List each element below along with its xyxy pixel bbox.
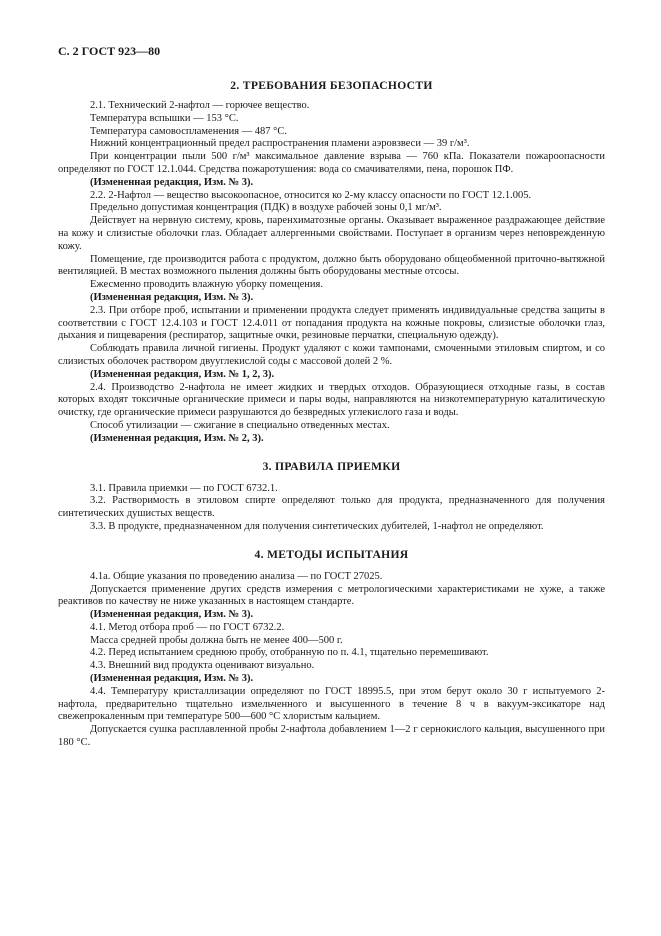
section-acceptance <box>58 460 605 534</box>
paragraph: Помещение, где производится работа с продуктом, должно быть оборудовано общеобменной приточно-вытяжной вентиляцией. В местах возможного пыления должны быть оборудованы местные отсосы. <box>58 253 605 278</box>
paragraph: Температура самовоспламенения — 487 °С. <box>90 125 287 137</box>
paragraph: При концентрации пыли 500 г/м³ максимальное давление взрыва — 760 кПа. Показатели пожароопасности определяют по ГОСТ 12.1.044. Средства пожаротушения: вода со смачивателями, пена, порошок ПФ. <box>58 151 605 175</box>
amendment-note: (Измененная редакция, Изм. № 1, 2, 3). <box>90 368 275 380</box>
paragraph: Нижний концентрационный предел распространения пламени аэровзвеси — 39 г/м³. <box>90 138 470 150</box>
paragraph: 2.4. Производство 2-нафтола не имеет жидких и твердых отходов. Образующиеся отходные газы, в состав которых входят токсичные органические примеси и пары воды, направляются на низкотемпературную каталитическую очистку, где органические примеси разрушаются до безвредных углекислого газа и воды. <box>58 381 605 419</box>
paragraph: 3.2. Растворимость в этиловом спирте определяют только для продукта, предназначенного для получения синтетических душистых веществ. <box>58 495 605 520</box>
paragraph: 4.4. Температуру кристаллизации определяют по ГОСТ 18995.5, при этом берут около 30 г испытуемого 2-нафтола, предварительно тщательно измельченного и высушенного в течение 8 ч в вакуум-эксикаторе над свежепрокаленным при температуре 500—600 °С хлористым кальцием. <box>58 685 605 723</box>
paragraph: Предельно допустимая концентрация (ПДК) в воздухе рабочей зоны 0,1 мг/м³. <box>90 202 442 214</box>
amendment-note: (Измененная редакция, Изм. № 3). <box>90 609 254 621</box>
paragraph: 2.3. При отборе проб, испытании и применении продукта следует применять индивидуальные средства защиты в соответствии с ГОСТ 12.4.103 и ГОСТ 12.4.011 от попадания продукта на кожные покровы, слизистые оболочки глаз, дыхания и пищеварения (респиратор, защитные очки, резиновые перчатки, специальную одежду). <box>58 304 605 342</box>
document-page <box>58 44 605 750</box>
page-header: С. 2 ГОСТ 923—80 <box>58 44 161 58</box>
paragraph: 4.1. Метод отбора проб — по ГОСТ 6732.2. <box>90 621 285 633</box>
paragraph: 2.2. 2-Нафтол — вещество высокоопасное, относится ко 2-му классу опасности по ГОСТ 12.1.005. <box>90 189 532 201</box>
paragraph: 3.3. В продукте, предназначенном для получения синтетических дубителей, 1-нафтол не определяют. <box>90 520 544 532</box>
paragraph: Соблюдать правила личной гигиены. Продукт удаляют с кожи тампонами, смоченными этиловым спиртом, и со слизистых оболочек раствором двууглекислой соды с массовой долей 2 %. <box>58 343 605 367</box>
amendment-note: (Измененная редакция, Изм. № 3). <box>90 176 254 188</box>
section-title: 4. МЕТОДЫ ИСПЫТАНИЯ <box>254 547 409 561</box>
paragraph: Действует на нервную систему, кровь, паренхиматозные органы. Оказывает выраженное раздражающее действие на кожу и слизистые оболочки глаз. Обладает аллергенными свойствами. Поступает в организм через неповрежденную кожу. <box>58 215 605 252</box>
paragraph: 4.3. Внешний вид продукта оценивают визуально. <box>90 660 315 672</box>
paragraph: Масса средней пробы должна быть не менее 400—500 г. <box>90 634 343 646</box>
paragraph: Допускается применение других средств измерения с метрологическими характеристиками не хуже, а также реактивов по качеству не ниже указанных в настоящем стандарте. <box>58 583 605 608</box>
amendment-note: (Измененная редакция, Изм. № 3). <box>90 291 254 303</box>
paragraph: Температура вспышки — 153 °С. <box>90 112 239 124</box>
paragraph: 4.1а. Общие указания по проведению анализа — по ГОСТ 27025. <box>90 570 383 582</box>
amendment-note: (Измененная редакция, Изм. № 2, 3). <box>90 432 264 444</box>
paragraph: Допускается сушка расплавленной пробы 2-нафтола добавлением 1—2 г сернокислого кальция, высушенного при 180 °С. <box>58 724 605 749</box>
amendment-note: (Измененная редакция, Изм. № 3). <box>90 673 254 685</box>
section-test-methods <box>58 548 605 750</box>
section-title: 2. ТРЕБОВАНИЯ БЕЗОПАСНОСТИ <box>230 79 433 92</box>
paragraph: 4.2. Перед испытанием среднюю пробу, отобранную по п. 4.1, тщательно перемешивают. <box>90 647 489 659</box>
paragraph: 2.1. Технический 2-нафтол — горючее вещество. <box>90 100 310 111</box>
paragraph: Ежесменно проводить влажную уборку помещения. <box>90 279 323 291</box>
paragraph: Способ утилизации — сжигание в специально отведенных местах. <box>90 419 390 431</box>
paragraph: 3.1. Правила приемки — по ГОСТ 6732.1. <box>90 482 278 494</box>
section-safety <box>58 79 605 446</box>
section-title: 3. ПРАВИЛА ПРИЕМКИ <box>262 459 401 473</box>
